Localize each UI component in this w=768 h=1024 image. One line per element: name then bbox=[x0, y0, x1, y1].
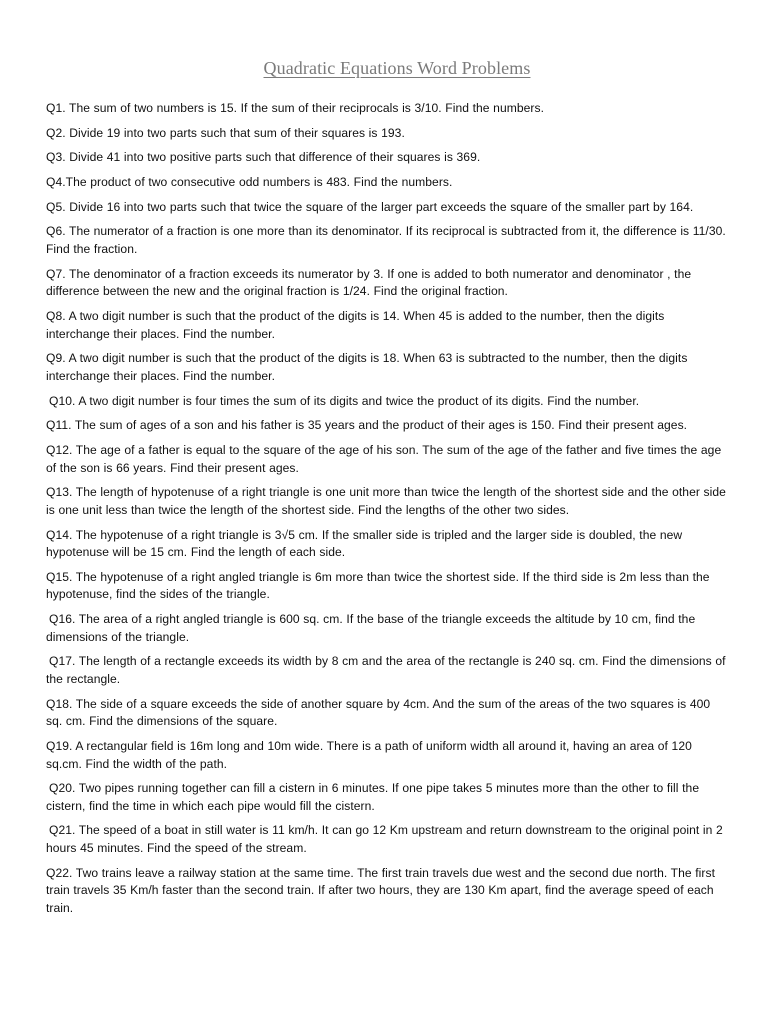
question-item: Q17. The length of a rectangle exceeds its width by 8 cm and the area of the rectangle is 240 sq. cm. Find the dimensions of the rectangle. bbox=[46, 654, 726, 686]
question-item: Q16. The area of a right angled triangle is 600 sq. cm. If the base of the triangle exceeds the altitude by 10 cm, find the dimensions of the triangle. bbox=[46, 612, 696, 644]
question-item: Q4.The product of two consecutive odd numbers is 483. Find the numbers. bbox=[46, 175, 453, 190]
question-item: Q14. The hypotenuse of a right triangle is 3√5 cm. If the smaller side is tripled and the larger side is doubled, the new hypotenuse will be 15 cm. Find the length of each side. bbox=[46, 527, 683, 560]
question-item: Q8. A two digit number is such that the product of the digits is 14. When 45 is added to the number, then the digits interchange their places. Find the number. bbox=[46, 309, 665, 341]
question-item: Q2. Divide 19 into two parts such that sum of their squares is 193. bbox=[46, 125, 405, 140]
question-item: Q18. The side of a square exceeds the side of another square by 4cm. And the sum of the areas of the two squares is 400 sq. cm. Find the dimensions of the square. bbox=[46, 696, 711, 729]
question-item: Q1. The sum of two numbers is 15. If the sum of their reciprocals is 3/10. Find the numbers. bbox=[46, 101, 544, 115]
question-item: Q19. A rectangular field is 16m long and 10m wide. There is a path of uniform width all around it, having an area of 120 sq.cm. Find the width of the path. bbox=[46, 738, 692, 771]
question-item: Q21. The speed of a boat in still water is 11 km/h. It can go 12 Km upstream and return downstream to the original point in 2 hours 45 minutes. Find the speed of the stream. bbox=[46, 823, 723, 856]
question-list bbox=[46, 100, 728, 918]
question-item: Q3. Divide 41 into two positive parts such that difference of their squares is 369. bbox=[46, 150, 481, 165]
question-item: Q6. The numerator of a fraction is one more than its denominator. If its reciprocal is subtracted from it, the difference is 11/30. Find the fraction. bbox=[46, 224, 726, 257]
question-item: Q20. Two pipes running together can fill a cistern in 6 minutes. If one pipe takes 5 minutes more than the other to fill the cistern, find the time in which each pipe would fill the cistern. bbox=[46, 781, 700, 813]
page-title: Quadratic Equations Word Problems bbox=[263, 58, 531, 78]
question-item: Q11. The sum of ages of a son and his father is 35 years and the product of their ages is 150. Find their present ages. bbox=[46, 418, 688, 433]
question-item: Q10. A two digit number is four times the sum of its digits and twice the product of its digits. Find the number. bbox=[49, 393, 640, 408]
question-item: Q15. The hypotenuse of a right angled triangle is 6m more than twice the shortest side. If the third side is 2m less than the hypotenuse, find the sides of the triangle. bbox=[46, 569, 710, 602]
question-item: Q12. The age of a father is equal to the square of the age of his son. The sum of the age of the father and five times the age of the son is 66 years. Find their present ages. bbox=[46, 442, 722, 475]
question-item: Q7. The denominator of a fraction exceeds its numerator by 3. If one is added to both numerator and denominator , the difference between the new and the original fraction is 1/24. Find the original fraction. bbox=[46, 266, 692, 299]
question-item: Q9. A two digit number is such that the product of the digits is 18. When 63 is subtracted to the number, then the digits interchange their places. Find the number. bbox=[46, 351, 688, 383]
question-item: Q13. The length of hypotenuse of a right triangle is one unit more than twice the length of the shortest side and the other side is one unit less than twice the length of the shortest side. Find the lengths of the other two sides. bbox=[46, 485, 726, 517]
question-item: Q5. Divide 16 into two parts such that twice the square of the larger part exceeds the square of the smaller part by 164. bbox=[46, 199, 694, 214]
question-item: Q22. Two trains leave a railway station at the same time. The first train travels due west and the second due north. The first train travels 35 Km/h faster than the second train. If after two hours, they are 130 Km apart, find the average speed of each train. bbox=[46, 865, 715, 915]
